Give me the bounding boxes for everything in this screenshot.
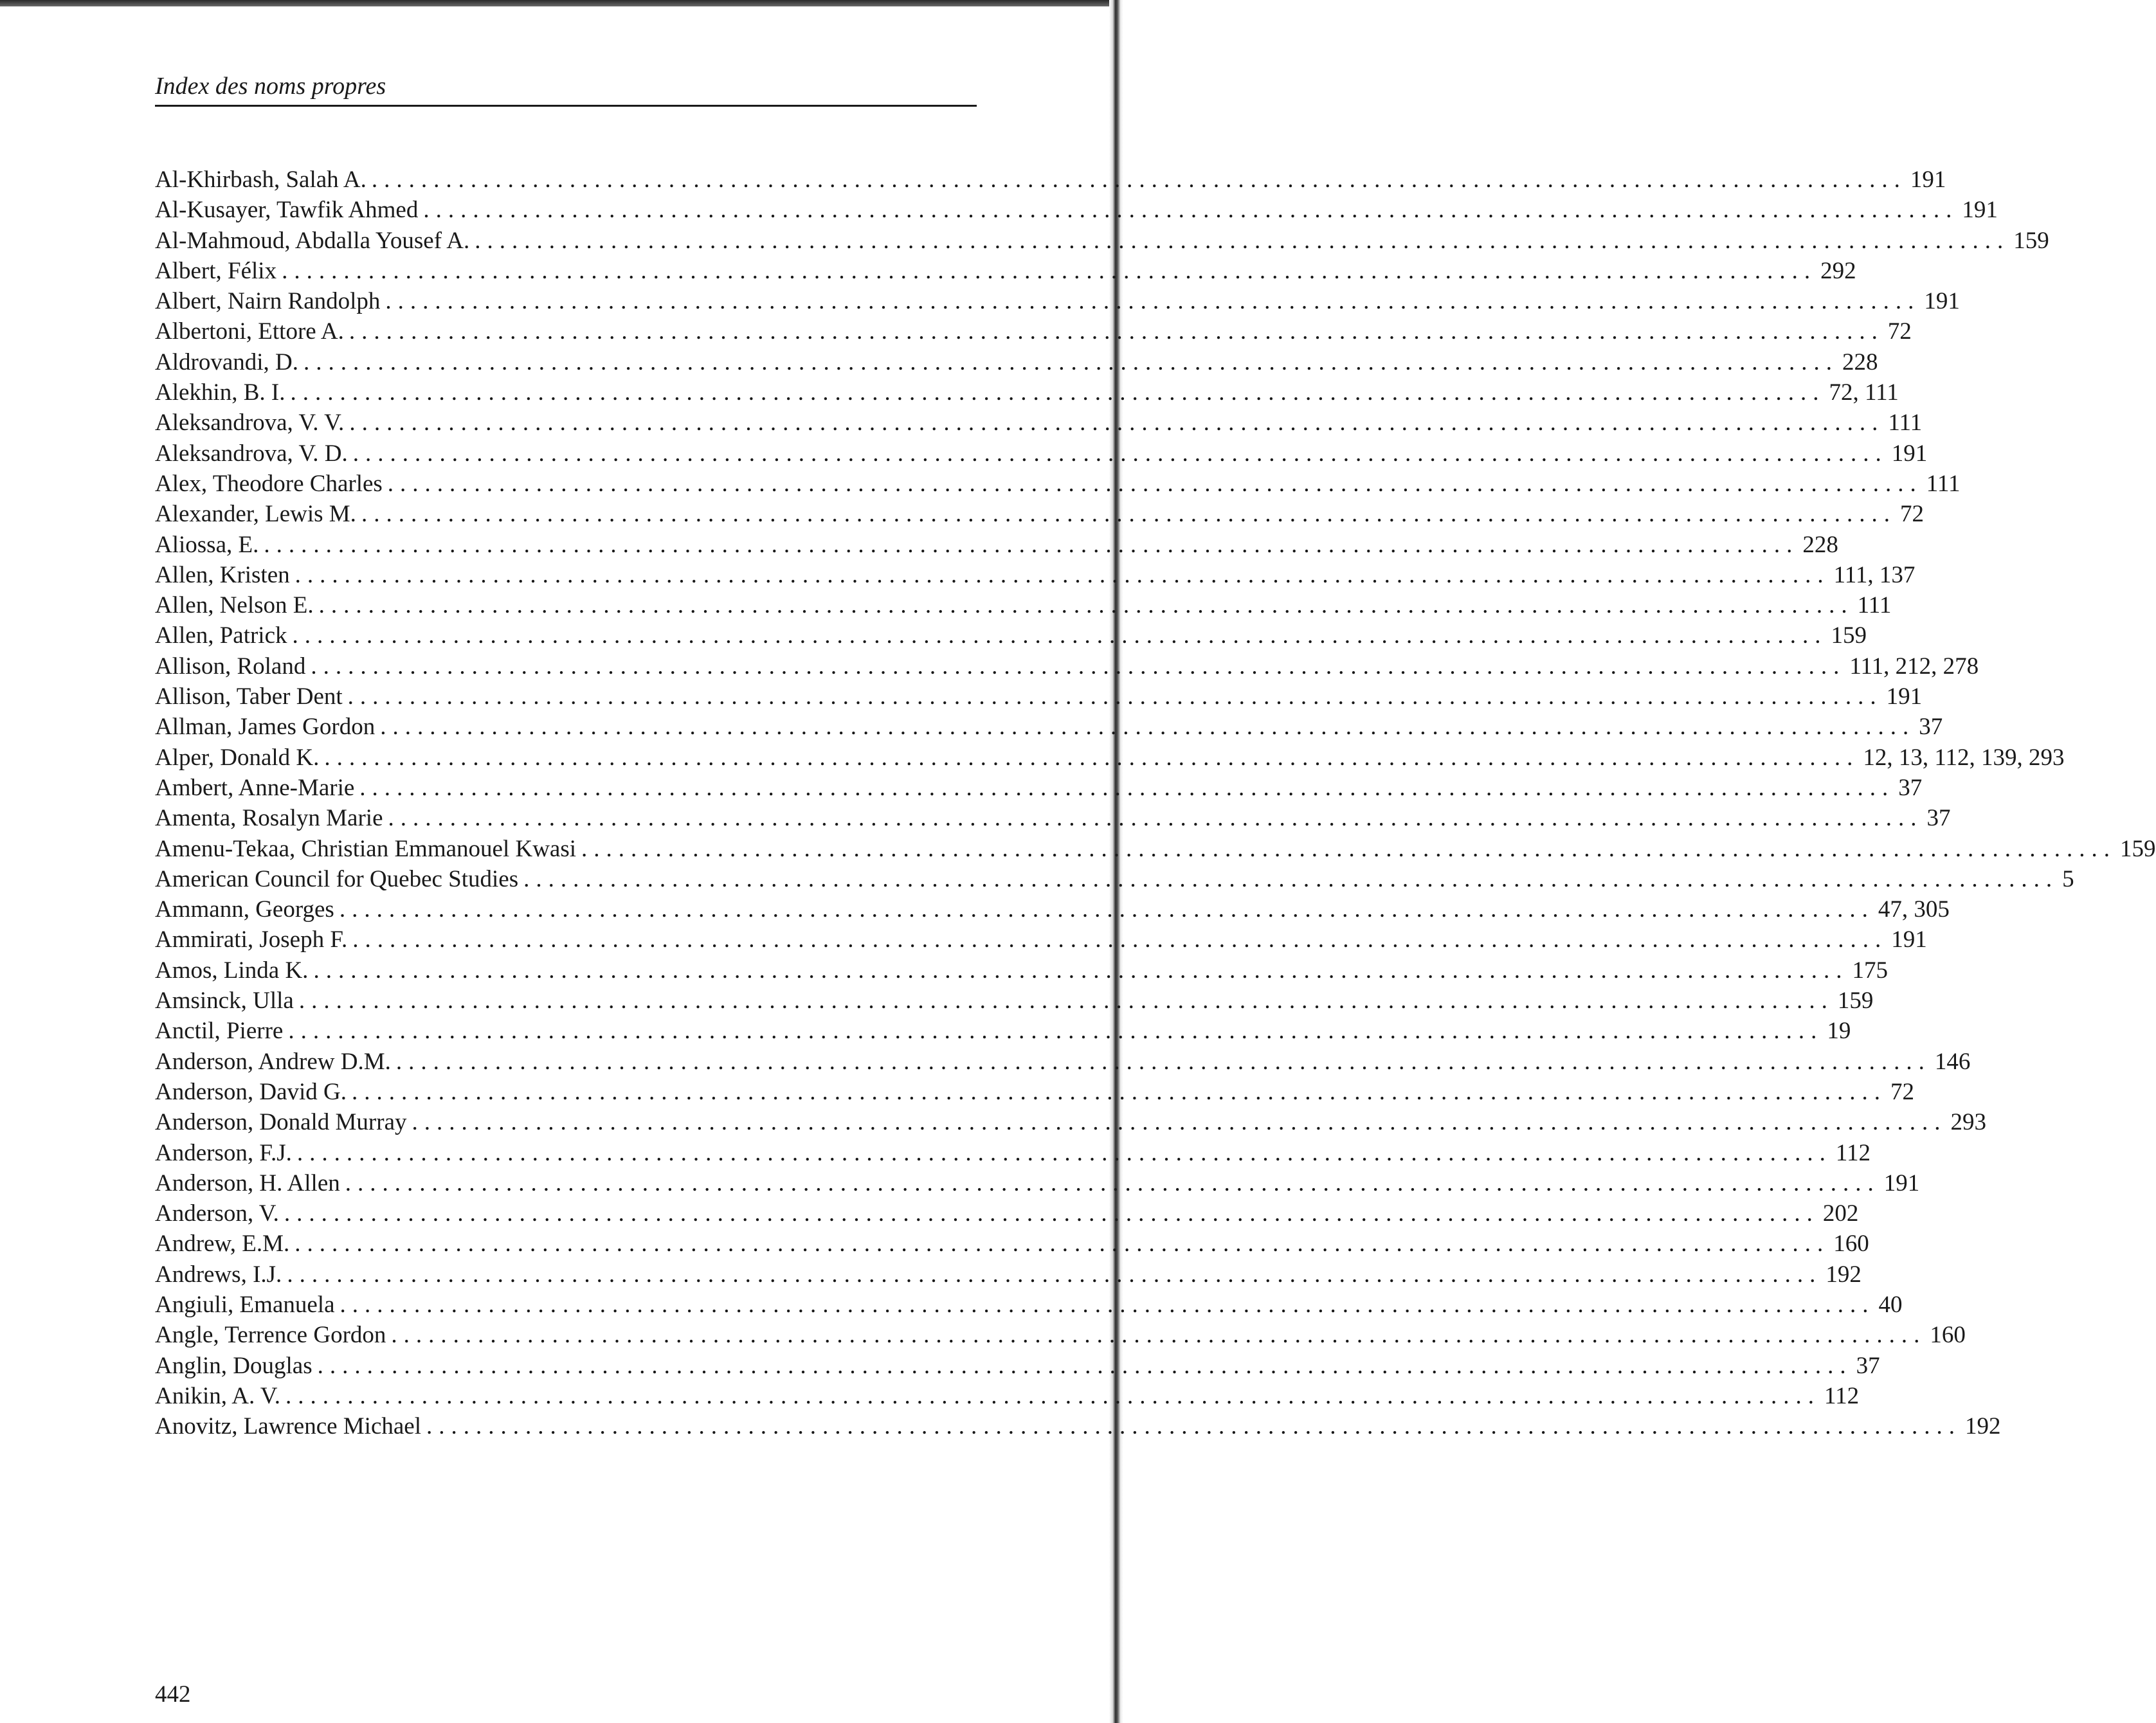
dot-leader: ............................................................................................................................ — [426, 1413, 1962, 1440]
index-entry — [155, 955, 1888, 986]
index-entry — [155, 1138, 1871, 1168]
entry-name: Anderson, Donald Murray — [155, 1109, 407, 1136]
dot-leader: ............................................................................................................................ — [290, 379, 1825, 406]
entry-name: Anglin, Douglas — [155, 1352, 313, 1379]
index-entry — [155, 1290, 1903, 1320]
entry-page-numbers: 191 — [1883, 1169, 1920, 1196]
index-list — [155, 165, 2156, 1441]
index-entry — [155, 438, 1928, 469]
dot-leader: ............................................................................................................................ — [523, 865, 2059, 892]
index-entry — [155, 1411, 2001, 1441]
entry-name: Amenu-Tekaa, Christian Emmanouel Kwasi — [155, 835, 577, 862]
entry-page-numbers: 111 — [1888, 410, 1923, 437]
entry-name: Aldrovandi, D. — [155, 348, 298, 375]
index-entry — [155, 1016, 1851, 1046]
index-entry — [155, 1229, 1869, 1259]
page-number: 442 — [155, 1681, 191, 1708]
dot-leader: ............................................................................................................................ — [475, 227, 2010, 254]
dot-leader: ............................................................................................................................ — [292, 622, 1827, 649]
index-entry — [155, 712, 1943, 742]
dot-leader: ............................................................................................................................ — [361, 501, 1896, 528]
index-entry — [155, 1351, 1880, 1381]
entry-name: Allison, Taber Dent — [155, 683, 343, 710]
entry-name: Amsinck, Ulla — [155, 988, 294, 1015]
index-entry — [155, 864, 2074, 894]
page-top-edge-shadow — [0, 0, 1123, 6]
entry-page-numbers: 228 — [1802, 531, 1838, 558]
entry-name: Albert, Nairn Randolph — [155, 288, 381, 315]
index-entry — [155, 377, 1899, 408]
entry-page-numbers: 159 — [1837, 988, 1874, 1015]
dot-leader: ............................................................................................................................ — [282, 257, 1817, 284]
index-entry — [155, 469, 1961, 499]
index-entry — [155, 499, 1924, 529]
dot-leader: ............................................................................................................................ — [340, 1291, 1875, 1318]
dot-leader: ............................................................................................................................ — [347, 683, 1883, 710]
dot-leader: ............................................................................................................................ — [385, 288, 1921, 315]
dot-leader: ............................................................................................................................ — [294, 561, 1830, 588]
entry-name: Anikin, A. V. — [155, 1382, 280, 1409]
index-entry — [155, 165, 1946, 195]
index-entry — [155, 803, 1951, 833]
dot-leader: ............................................................................................................................ — [339, 896, 1874, 923]
entry-name: Anderson, F.J. — [155, 1139, 292, 1166]
entry-name: Allen, Patrick — [155, 622, 287, 649]
dot-leader: ............................................................................................................................ — [349, 410, 1885, 437]
entry-page-numbers: 292 — [1820, 257, 1856, 284]
dot-leader: ............................................................................................................................ — [380, 714, 1916, 741]
entry-name: Aleksandrova, V. V. — [155, 410, 345, 437]
entry-page-numbers: 159 — [1831, 622, 1867, 649]
dot-leader: ............................................................................................................................ — [298, 988, 1834, 1015]
index-entry — [155, 743, 2065, 773]
index-entry — [155, 347, 1878, 377]
index-entry — [155, 925, 1927, 955]
dot-leader: ............................................................................................................................ — [349, 318, 1884, 345]
index-entry — [155, 1259, 1862, 1290]
index-entry — [155, 226, 2049, 256]
index-entry — [155, 1168, 1920, 1198]
index-entry — [155, 834, 2156, 864]
entry-name: Anderson, H. Allen — [155, 1169, 340, 1196]
index-entry — [155, 560, 1916, 590]
entry-page-numbers: 160 — [1833, 1231, 1869, 1258]
dot-leader: ............................................................................................................................ — [324, 744, 1860, 771]
entry-name: Al-Mahmoud, Abdalla Yousef A. — [155, 227, 470, 254]
dot-leader: ............................................................................................................................ — [313, 957, 1849, 984]
entry-name: Alper, Donald K. — [155, 744, 320, 771]
entry-name: Amos, Linda K. — [155, 957, 309, 984]
index-entry — [155, 1198, 1859, 1229]
dot-leader: ............................................................................................................................ — [391, 1322, 1926, 1349]
entry-page-numbers: 111 — [1926, 470, 1961, 497]
entry-name: Allison, Roland — [155, 653, 306, 680]
index-entry — [155, 1381, 1860, 1411]
entry-name: Alekhin, B. I. — [155, 379, 285, 406]
dot-leader: ............................................................................................................................ — [285, 1382, 1820, 1409]
entry-page-numbers: 202 — [1822, 1200, 1859, 1227]
entry-name: Andrews, I.J. — [155, 1261, 282, 1288]
entry-page-numbers: 72 — [1899, 501, 1924, 528]
index-entry — [155, 1047, 1971, 1077]
dot-leader: ............................................................................................................................ — [264, 531, 1799, 558]
entry-page-numbers: 72, 111 — [1829, 379, 1899, 406]
entry-name: Albert, Félix — [155, 257, 277, 284]
dot-leader: ............................................................................................................................ — [345, 1169, 1880, 1196]
index-entry — [155, 1077, 1915, 1107]
entry-page-numbers: 47, 305 — [1878, 896, 1950, 923]
entry-page-numbers: 72 — [1887, 318, 1912, 345]
entry-name: Allen, Nelson E. — [155, 592, 314, 619]
entry-page-numbers: 159 — [2120, 835, 2156, 862]
entry-page-numbers: 228 — [1842, 348, 1878, 375]
entry-page-numbers: 37 — [1856, 1352, 1880, 1379]
entry-name: Angle, Terrence Gordon — [155, 1322, 386, 1349]
entry-page-numbers: 40 — [1878, 1291, 1903, 1318]
entry-page-numbers: 191 — [1910, 167, 1946, 193]
entry-page-numbers: 112 — [1824, 1382, 1860, 1409]
entry-page-numbers: 12, 13, 112, 139, 293 — [1863, 744, 2065, 771]
entry-name: Angiuli, Emanuela — [155, 1291, 335, 1318]
entry-page-numbers: 293 — [1950, 1109, 1986, 1136]
dot-leader: ............................................................................................................................ — [581, 835, 2117, 862]
dot-leader: ............................................................................................................................ — [352, 440, 1888, 467]
entry-name: Ambert, Anne-Marie — [155, 774, 355, 801]
dot-leader: ............................................................................................................................ — [288, 1018, 1824, 1045]
dot-leader: ............................................................................................................................ — [412, 1109, 1947, 1136]
dot-leader: ............................................................................................................................ — [387, 470, 1923, 497]
entry-page-numbers: 5 — [2062, 865, 2074, 892]
header-rule — [155, 105, 977, 107]
entry-name: Anderson, Andrew D.M. — [155, 1048, 391, 1075]
entry-page-numbers: 175 — [1852, 957, 1888, 984]
dot-leader: ............................................................................................................................ — [352, 926, 1888, 953]
dot-leader: ............................................................................................................................ — [371, 167, 1907, 193]
entry-page-numbers: 159 — [2013, 227, 2049, 254]
entry-name: Amenta, Rosalyn Marie — [155, 805, 383, 832]
dot-leader: ............................................................................................................................ — [294, 1231, 1830, 1258]
entry-page-numbers: 19 — [1827, 1018, 1851, 1045]
entry-name: American Council for Quebec Studies — [155, 865, 519, 892]
entry-name: Anderson, V. — [155, 1200, 279, 1227]
entry-name: Allman, James Gordon — [155, 714, 376, 741]
entry-name: Anovitz, Lawrence Michael — [155, 1413, 422, 1440]
dot-leader: ............................................................................................................................ — [318, 592, 1854, 619]
dot-leader: ............................................................................................................................ — [359, 774, 1895, 801]
entry-page-numbers: 192 — [1825, 1261, 1862, 1288]
entry-page-numbers: 37 — [1898, 774, 1923, 801]
entry-page-numbers: 37 — [1926, 805, 1951, 832]
entry-name: Alex, Theodore Charles — [155, 470, 383, 497]
entry-page-numbers: 146 — [1934, 1048, 1971, 1075]
entry-name: Anderson, David G. — [155, 1078, 347, 1105]
dot-leader: ............................................................................................................................ — [296, 1139, 1832, 1166]
entry-name: Aleksandrova, V. D. — [155, 440, 348, 467]
entry-page-numbers: 191 — [1962, 197, 1998, 224]
index-entry — [155, 773, 1923, 803]
dot-leader: ............................................................................................................................ — [388, 805, 1923, 832]
entry-name: Alexander, Lewis M. — [155, 501, 356, 528]
index-entry — [155, 195, 1998, 225]
entry-page-numbers: 192 — [1965, 1413, 2001, 1440]
dot-leader: ............................................................................................................................ — [311, 653, 1846, 680]
entry-name: Andrew, E.M. — [155, 1231, 290, 1258]
dot-leader: ............................................................................................................................ — [287, 1261, 1822, 1288]
entry-page-numbers: 72 — [1890, 1078, 1915, 1105]
entry-page-numbers: 111, 137 — [1833, 561, 1916, 588]
entry-name: Al-Khirbash, Salah A. — [155, 167, 367, 193]
entry-name: Al-Kusayer, Tawfik Ahmed — [155, 197, 419, 224]
dot-leader: ............................................................................................................................ — [284, 1200, 1819, 1227]
index-entry — [155, 590, 1892, 620]
dot-leader: ............................................................................................................................ — [423, 197, 1959, 224]
index-entry — [155, 986, 1874, 1016]
index-entry — [155, 316, 1912, 347]
entry-name: Ammann, Georges — [155, 896, 334, 923]
dot-leader: ............................................................................................................................ — [395, 1048, 1931, 1075]
index-entry — [155, 1107, 1986, 1137]
index-entry — [155, 530, 1838, 560]
index-entry — [155, 1320, 1966, 1350]
entry-page-numbers: 37 — [1919, 714, 1943, 741]
index-entry — [155, 256, 1856, 286]
entry-name: Anctil, Pierre — [155, 1018, 284, 1045]
entry-name: Allen, Kristen — [155, 561, 290, 588]
index-entry — [155, 408, 1923, 438]
entry-page-numbers: 191 — [1886, 683, 1923, 710]
index-entry — [155, 894, 1950, 925]
dot-leader: ............................................................................................................................ — [303, 348, 1838, 375]
index-entry — [155, 620, 1867, 651]
entry-name: Albertoni, Ettore A. — [155, 318, 344, 345]
entry-name: Aliossa, E. — [155, 531, 259, 558]
index-entry — [155, 286, 1960, 316]
entry-page-numbers: 111 — [1857, 592, 1892, 619]
entry-page-numbers: 191 — [1924, 288, 1960, 315]
dot-leader: ............................................................................................................................ — [352, 1078, 1887, 1105]
entry-page-numbers: 191 — [1891, 440, 1928, 467]
entry-page-numbers: 111, 212, 278 — [1849, 653, 1979, 680]
index-entry — [155, 681, 1923, 712]
entry-page-numbers: 191 — [1891, 926, 1927, 953]
entry-page-numbers: 160 — [1930, 1322, 1966, 1349]
entry-name: Ammirati, Joseph F. — [155, 926, 348, 953]
dot-leader: ............................................................................................................................ — [317, 1352, 1853, 1379]
running-header: Index des noms propres — [155, 73, 386, 100]
index-entry — [155, 651, 1979, 681]
entry-page-numbers: 112 — [1835, 1139, 1871, 1166]
